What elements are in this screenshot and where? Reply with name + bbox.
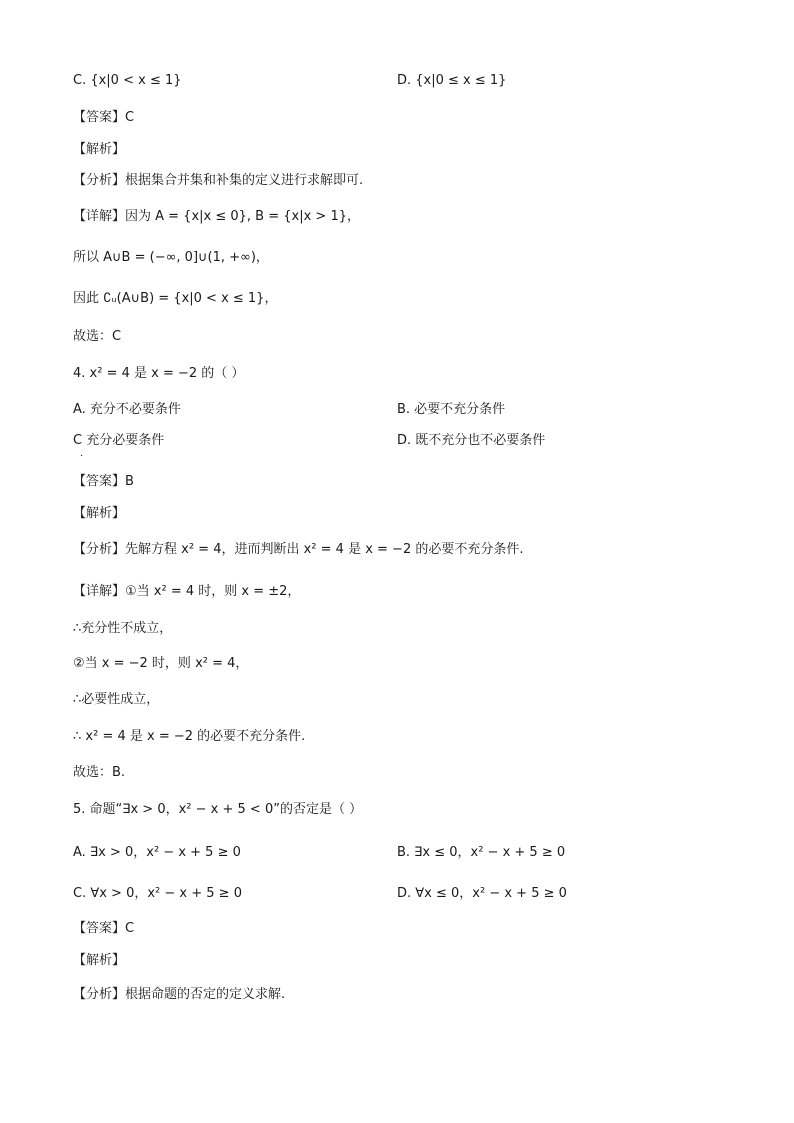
q4-step-1: ∴充分性不成立， (73, 621, 173, 636)
q4-step-2: ②当 x = −2 时，则 x² = 4， (73, 656, 249, 671)
q4-answer: 【答案】B (73, 474, 134, 489)
q5-option-c: C. ∀x > 0，x² − x + 5 ≥ 0 (73, 886, 242, 901)
q4-option-c: C 充分必要条件 (73, 433, 165, 448)
q4-option-b: B. 必要不充分条件 (397, 402, 506, 417)
q5-stem: 5. 命题“∃x > 0，x² − x + 5 < 0”的否定是（ ） (73, 802, 363, 817)
q5-option-d: D. ∀x ≤ 0，x² − x + 5 ≥ 0 (397, 886, 567, 901)
q5-option-b: B. ∃x ≤ 0，x² − x + 5 ≥ 0 (397, 845, 566, 860)
q4-step-3: ∴必要性成立， (73, 692, 160, 707)
q5-analysis: 【分析】根据命题的否定的定义求解. (73, 987, 286, 1002)
q4-detail: 【详解】①当 x² = 4 时，则 x = ±2， (73, 584, 301, 599)
q4-analysis-heading: 【解析】 (73, 506, 126, 521)
q4-choice: 故选：B. (73, 765, 126, 780)
q3-analysis-heading: 【解析】 (73, 142, 126, 157)
q3-detail: 【详解】因为 A = {x|x ≤ 0}, B = {x|x > 1}， (73, 209, 360, 224)
stray-dot-mark: · (80, 451, 84, 462)
q3-option-d: D. {x|0 ≤ x ≤ 1} (397, 73, 507, 88)
q3-answer: 【答案】C (73, 110, 135, 125)
q5-option-a: A. ∃x > 0，x² − x + 5 ≥ 0 (73, 845, 241, 860)
q4-analysis: 【分析】先解方程 x² = 4，进而判断出 x² = 4 是 x = −2 的必要不充分条件. (73, 542, 524, 557)
q3-union-step: 所以 A∪B = (−∞, 0]∪(1, +∞)， (73, 250, 269, 265)
q4-option-d: D. 既不充分也不必要条件 (397, 433, 546, 448)
q5-analysis-heading: 【解析】 (73, 953, 126, 968)
q5-answer: 【答案】C (73, 921, 135, 936)
q4-option-a: A. 充分不必要条件 (73, 402, 181, 417)
q3-analysis: 【分析】根据集合并集和补集的定义进行求解即可. (73, 173, 364, 188)
q4-step-4: ∴ x² = 4 是 x = −2 的必要不充分条件. (73, 729, 306, 744)
q3-option-c: C. {x|0 < x ≤ 1} (73, 73, 182, 88)
q3-complement-step: 因此 ∁ᵤ(A∪B) = {x|0 < x ≤ 1}， (73, 291, 278, 306)
q3-choice: 故选：C (73, 329, 122, 344)
q4-stem: 4. x² = 4 是 x = −2 的（ ） (73, 366, 245, 381)
